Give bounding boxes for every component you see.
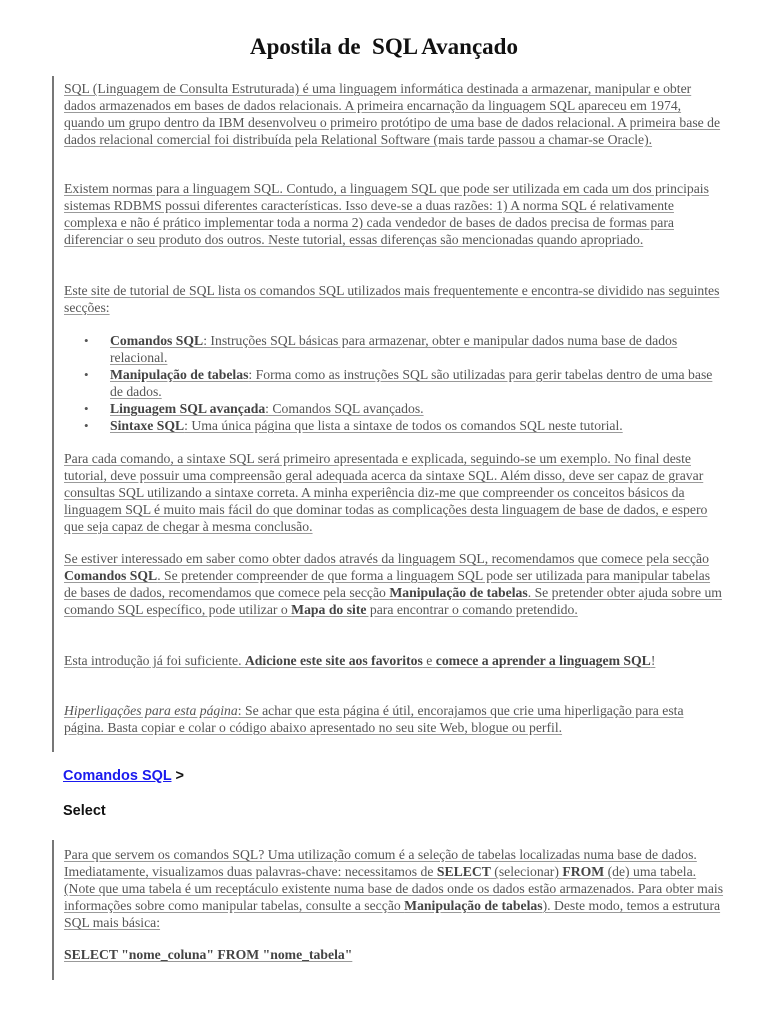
intro-paragraph-4: Para cada comando, a sintaxe SQL será primeiro apresentada e explicada, seguindo-se um exemplo. No final deste tutorial, deve possuir uma compreensão geral adequada acerca da sintaxe SQL. Além disso, deve ser capaz de gravar consultas SQL utilizando a sintaxe correta. A minha experiência diz-me que compreender os conceitos básicos da linguagem SQL é muito mais fácil do que dominar todas as complicações desta linguagem de base de dados, e espero que seja capaz de chegar à mesma conclusão. (64, 451, 708, 534)
link-hiperligacoes[interactable]: Hiperligações para esta página (64, 703, 238, 718)
list-item[interactable] (64, 417, 724, 434)
text: Para que servem os comandos SQL? Uma utilização comum é a seleção de tabelas localizadas numa base de dados. Imediatamente, visualizamos duas palavras-chave: necessitamos de (64, 847, 697, 879)
link-manipulacao-tabelas[interactable]: Manipulação de tabelas (404, 898, 543, 913)
sections-list (64, 332, 724, 434)
link-mapa-do-site[interactable]: Mapa do site (291, 602, 367, 617)
text: (selecionar) (490, 864, 563, 879)
sql-syntax-text: SELECT "nome_coluna" FROM "nome_tabela" (64, 947, 353, 962)
intro-paragraph-3: Este site de tutorial de SQL lista os comandos SQL utilizados mais frequentemente e encontra-se dividido nas seguintes secções: (64, 283, 720, 315)
list-item[interactable] (64, 400, 724, 417)
text: : Se achar que esta página é útil, encorajamos que crie uma hiperligação para esta página. Basta copiar e colar o código abaixo apresentado no seu site Web, blogue ou perfil. (64, 703, 684, 735)
keyword-from: FROM (562, 864, 605, 879)
text: . Se pretender obter ajuda sobre um comando SQL específico, pode utilizar o (64, 585, 722, 617)
list-item-desc: : Uma única página que lista a sintaxe de todos os comandos SQL neste tutorial. (184, 418, 623, 433)
keyword-select: SELECT (436, 864, 491, 879)
list-item-term: Manipulação de tabelas (110, 367, 249, 382)
text: (de) uma tabela. (Note que uma tabela é um receptáculo existente numa base de dados onde os dados estão armazenados. Para obter mais informações sobre como manipular tabelas, consulte a secção (64, 864, 724, 913)
breadcrumb (63, 768, 184, 784)
intro-paragraph-7 (64, 702, 724, 736)
select-paragraph (64, 846, 724, 931)
text: ! (650, 653, 656, 668)
list-item-desc: : Instruções SQL básicas para armazenar, obter e manipular dados numa base de dados relacional. (110, 333, 678, 365)
intro-paragraph-6 (64, 652, 724, 669)
intro-section (52, 76, 732, 752)
list-item-desc: : Forma como as instruções SQL são utilizadas para gerir tabelas dentro de uma base de dados. (110, 367, 713, 399)
text: . Se pretender compreender de que forma a linguagem SQL pode ser utilizada para manipular tabelas de bases de dados, recomendamos que comece pela secção (64, 568, 711, 600)
link-comandos-sql[interactable]: Comandos SQL (64, 568, 158, 583)
list-item-term: Comandos SQL (110, 333, 204, 348)
list-item[interactable] (64, 332, 724, 366)
list-item-term: Sintaxe SQL (110, 418, 185, 433)
list-item-desc: : Comandos SQL avançados. (265, 401, 424, 416)
link-comece-aprender[interactable]: comece a aprender a linguagem SQL (435, 653, 651, 668)
link-manipulacao-tabelas[interactable]: Manipulação de tabelas (389, 585, 528, 600)
list-item-term: Linguagem SQL avançada (110, 401, 266, 416)
select-section (52, 840, 732, 980)
breadcrumb-separator: > (171, 768, 184, 784)
sql-syntax (64, 946, 724, 963)
list-item[interactable] (64, 366, 724, 400)
text: para encontrar o comando pretendido. (366, 602, 578, 617)
breadcrumb-link-comandos-sql[interactable]: Comandos SQL (63, 768, 172, 784)
section-heading: Select (63, 803, 106, 819)
intro-paragraph-1: SQL (Linguagem de Consulta Estruturada) é uma linguagem informática destinada a armazenar, manipular e obter dados armazenados em bases de dados relacionais. A primeira encarnação da linguagem SQL apareceu em 1974, quando um grupo dentro da IBM desenvolveu o primeiro protótipo de uma base de dados relacional. A primeira base de dados relacional comercial foi distribuída pela Relational Software (mais tarde passou a chamar-se Oracle). (64, 81, 721, 147)
link-favoritos[interactable]: Adicione este site aos favoritos (244, 653, 423, 668)
text: ). Deste modo, temos a estrutura SQL mais básica: (64, 898, 721, 930)
page-title: Apostila de SQL Avançado (250, 34, 518, 59)
intro-paragraph-2: Existem normas para a linguagem SQL. Contudo, a linguagem SQL que pode ser utilizada em cada um dos principais sistemas RDBMS possui diferentes características. Isso deve-se a duas razões: 1) A norma SQL é relativamente complexa e não é prático implementar toda a norma 2) cada vendedor de bases de dados precisa de formas para diferenciar o seu produto dos outros. Neste tutorial, essas diferenças são mencionadas quando apropriado. (64, 181, 709, 247)
text: Se estiver interessado em saber como obter dados através da linguagem SQL, recomendamos que comece pela secção (64, 551, 709, 566)
text: Esta introdução já foi suficiente. (64, 653, 245, 668)
intro-paragraph-5 (64, 550, 724, 618)
text: e (422, 653, 436, 668)
